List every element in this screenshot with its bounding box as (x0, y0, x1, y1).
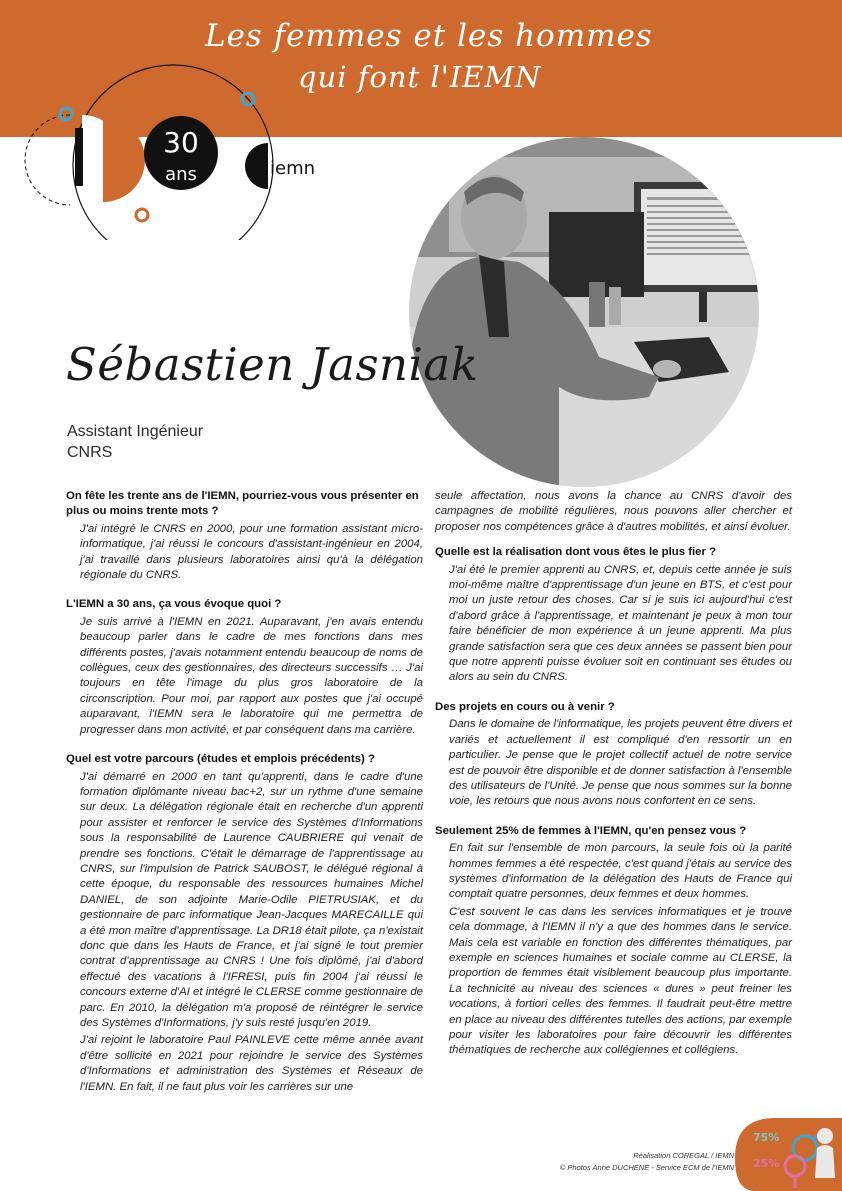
figure-head-icon (817, 1128, 833, 1144)
logo-number: 30 (163, 126, 199, 159)
credits-photos: © Photos Anne DUCHENE - Service ECM de l'IEMN (559, 1163, 734, 1172)
portrait-photo (409, 137, 759, 487)
gender-badge (735, 1118, 842, 1191)
logo-unit: ans (165, 164, 197, 185)
question-heading: L'IEMN a 30 ans, ça vous évoque quoi ? (66, 598, 282, 611)
logo-orange-half (103, 118, 145, 202)
question-heading: Des projets en cours ou à venir ? (435, 700, 615, 713)
logo-dashed-arc (25, 115, 70, 205)
logo-brand: iemn (270, 158, 316, 179)
orange-ring-icon (136, 209, 148, 221)
question-heading: Seulement 25% de femmes à l'IEMN, qu'en pensez vous ? (435, 824, 747, 837)
question-heading: Quelle est la réalisation dont vous êtes le plus fier ? (435, 546, 717, 559)
header-title-line1: Les femmes et les hommes (205, 18, 653, 54)
question-heading: On fête les trente ans de l'IEMN, pourriez-vous vous présenter en plus ou moins trente mots ? (66, 490, 419, 518)
credits-production: Réalisation COREGAL / IEMN (633, 1151, 734, 1160)
person-role: Assistant Ingénieur (67, 423, 204, 440)
logo-black-half (245, 143, 268, 189)
iemn-30-ans-logo (0, 0, 340, 240)
question-heading: Quel est votre parcours (études et emplois précédents) ? (66, 753, 375, 766)
answer-paragraph: J'ai intégré le CNRS en 2000, pour une formation assistant micro-informatique, j'ai réussi le concours d'assistant-ingénieur en 2004, j'ai travaillé dans plusieurs laboratoires ainsi qu'à la délégation régionale du CNRS. (80, 522, 423, 582)
answer-paragraph: C'est souvent le cas dans les services informatiques et je trouve cela dommage, à l'IEMN il n'y a que des hommes dans le service. Mais cela est variable en fonction des différentes thématiques, par exemple en sciences humaines et sociale comme au CLERSE, la proportion de femmes était visiblement beaucoup plus importante. La technicité au niveau des sciences « dures » peut freiner les vocations, à fortiori celles des femmes. Il faudrait peut-être mettre en place au niveau des différentes tutelles des actions, par exemple pour visiter les laboratoires pour faire découvrir les différentes thématiques de recherche aux collégiennes et collégiens. (449, 905, 792, 1057)
answer-paragraph: En fait sur l'ensemble de mon parcours, la seule fois où la parité hommes femmes a été respectée, c'est quand j'étais au service des systèmes d'information de la délégation des Hauts de France qui comptait quatre personnes, deux femmes et deux hommes. (449, 842, 792, 901)
answer-paragraph: Dans le domaine de l'informatique, les projets peuvent être divers et variés et actuellement il est compliqué d'en ressortir un en particulier. Je pense que le projet collectif actuel de notre service est de pouvoir être disponible et de donner satisfaction à l'ensemble des utilisateurs de l'Unité. Je pense que nous sommes sur la bonne voie, les retours que nous avons nous confortent en ce sens. (449, 718, 792, 808)
person-role-block (67, 421, 203, 463)
women-percentage: 25% (753, 1157, 780, 1170)
figure-body-icon (815, 1145, 835, 1178)
credits (560, 1150, 734, 1174)
answer-paragraph-continued: seule affectation, nous avons la chance au CNRS d'avoir des campagnes de mobilité régulières, nous pouvons aller chercher et proposer nos compétences grâce à d'autres mobilités, et ainsi évoluer. (435, 490, 792, 533)
answer-paragraph: Je suis arrivé à l'IEMN en 2021. Auparavant, j'en avais entendu beaucoup parler dans le cadre de mes fonctions dans mes différents postes, j'avais notamment entendu beaucoup de noms de collègues, ceux des gestionnaires, des directeurs successifs … J'ai toujours en tête l'image du plus gros laboratoire de la circonscription. Pour moi, par rapport aux postes que j'ai occupé auparavant, l'IEMN sera le laboratoire qui me permettra de progresser dans mon activité, et par conséquent dans ma carrière. (80, 615, 423, 736)
men-percentage: 75% (753, 1131, 780, 1144)
person-organization: CNRS (67, 444, 113, 461)
right-column (435, 489, 792, 1073)
answer-paragraph: J'ai rejoint le laboratoire Paul PAINLEVE cette même année avant d'être sollicité en 2021 pour rejoindre le service des Systèmes d'Informations et administration des Systèmes et Réseaux de l'IEMN. En fait, il ne faut plus voir les carrières sur une (80, 1034, 423, 1093)
teal-ring-icon (60, 108, 72, 120)
answer-paragraph: J'ai démarré en 2000 en tant qu'apprenti, dans le cadre d'une formation diplômante niveau bac+2, sur un rythme d'une semaine sur deux. La délégation régionale était en recherche d'un apprenti pour assister et renforcer le service des Systèmes d'Informations sous la responsabilité de Laurence CAUBRIERE qui venait de prendre ses fonctions. C'était le démarrage de l'apprentissage au CNRS, sur l'impulsion de Patrick SAUBOST, le délégué régional à cette époque, du responsable des ressources humaines Michel DANIEL, de son adjointe Marie-Odile PIETRUSIAK, et du gestionnaire de parc informatique Jean-Jacques MARECAILLE qui a été mon maître d'apprentissage. La DR18 était pilote, ça n'existait donc que dans les Hauts de France, et j'ai signé le tout premier contrat d'apprentissage au CNRS ! Une fois diplômé, j'ai d'abord effectué des vacations à l'IFRESI, puis fin 2004 j'ai réussi le concours externe d'AI et intégré le CLERSE comme gestionnaire de parc. En 2010, la délégation m'a proposé de réintégrer le service des Systèmes d'Informations, j'y suis resté jusqu'en 2019. (80, 770, 423, 1029)
logo-bar (75, 128, 83, 186)
answer-paragraph: J'ai été le premier apprenti au CNRS, et, depuis cette année je suis moi-même maître d'apprentissage d'un jeune en BTS, et c'est pour moi un juste retour des choses. Car si je suis ici aujourd'hui c'est d'abord grâce à l'apprentissage, et maintenant je peux à mon tour faire bénéficier de mon expérience à un jeune apprenti. Ma plus grande satisfaction sera que ces deux années se passent bien pour que notre apprenti puisse évoluer soit en continuant ses études ou alors au sein du CNRS. (449, 563, 792, 684)
header-title-line2: qui font l'IEMN (298, 60, 542, 94)
left-column (66, 489, 423, 1109)
portrait-illustration (409, 137, 759, 487)
person-name: Sébastien Jasniak (66, 338, 479, 391)
